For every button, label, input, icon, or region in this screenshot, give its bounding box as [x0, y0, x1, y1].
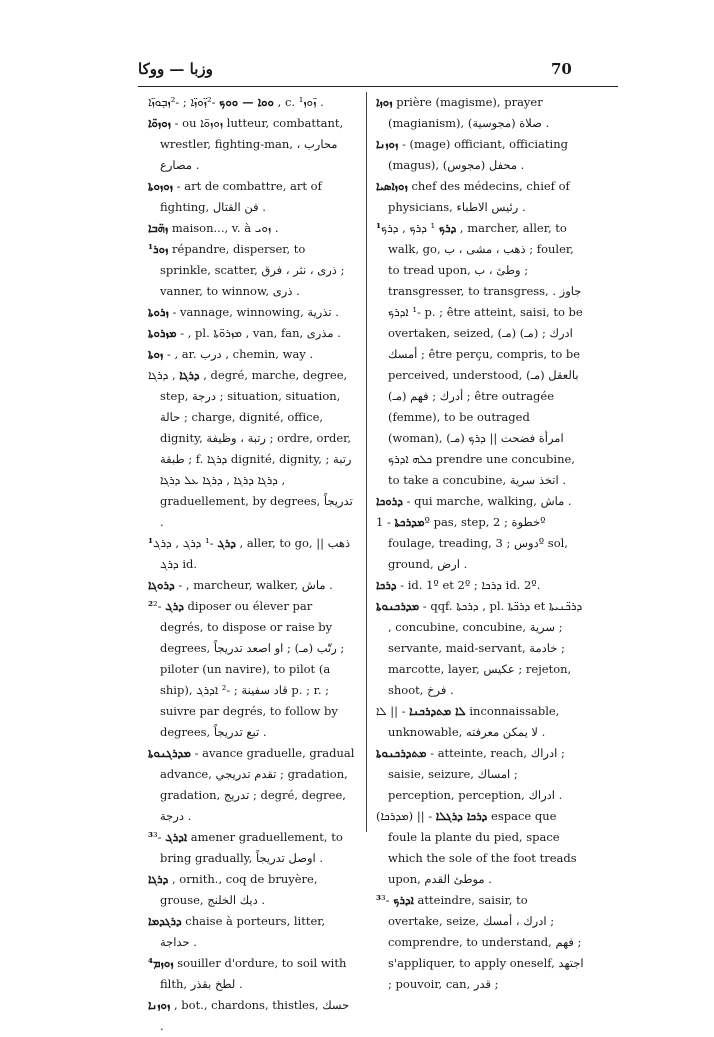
dictionary-entry	[148, 596, 356, 743]
entry-definition: - || (ܡܕܪܟܐ) espace que foule la plante du pied, space which the sole of the foot treads upon, موطئ القدم .	[376, 809, 577, 886]
dictionary-entry	[148, 953, 356, 995]
header-rule	[138, 86, 618, 87]
syriac-headword: ܙܘܙܐܣܝܐ	[376, 179, 408, 193]
entry-definition: - || ܠܐ inconnaissable, unknowable, لا يمكن معرفته .	[376, 704, 560, 739]
entry-definition: ¹ ܕܪܟ , ܕܪܟ , marcher, aller, to walk, go, ذهب ، مشى ، ب ; fouler, to tread upon, وطئ ، ب ; transgresser, to transgress, جاوز . -¹ ܐܕܪܟ p. ; être atteint, saisi, to be overtaken, seized, (مـ) ادرك ; (مـ) أمسك ; être perçu, compris, to be perceived, understood, بالعقل (مـ) أدرك ; فهم (مـ) ; être outragée (femme), to be outraged (woman), (مـ) امرأة فضحت || ܕܪܟ ܟܠܗ ܐܕܪܟ prendre une concubine, to take a concubine, اتخذ سرية .	[381, 221, 583, 487]
dictionary-entry	[148, 344, 356, 365]
dictionary-entry	[376, 218, 584, 491]
entry-definition: - (mage) officiant, officiating (magus), محفل (مجوس) .	[388, 137, 568, 172]
entry-definition: - , marcheur, walker, ماش .	[178, 578, 333, 592]
dictionary-entry	[376, 701, 584, 743]
syriac-headword: ³ܐܕܪܟ	[376, 893, 414, 907]
syriac-headword: ܕܪܓܕܡܐ	[148, 914, 182, 928]
entry-definition: - , ar. درب , chemin, way .	[166, 347, 314, 361]
column-divider	[366, 92, 367, 832]
entry-definition: - 1º pas, step, خطوة ; 2º foulage, treading, دوس ; 3º sol, ground, ارض .	[376, 515, 568, 571]
entry-definition: chaise à porteurs, litter, حداجة .	[160, 914, 326, 949]
syriac-headword: ܡܙܪܘܬܐ	[148, 326, 177, 340]
entry-definition: - avance graduelle, gradual advance, تقدم تدريجي ; gradation, gradation, تدريج ; degré, degree, درجة .	[160, 746, 355, 823]
entry-definition: -²ܙ̈ܘܙ̈ܐ ; -²ܙܒ̣ܘܙ̈ܐ , c. ¹ܙ̈ܘܙ .	[148, 95, 324, 109]
dictionary-entry	[376, 596, 584, 701]
syriac-headword: ܡܕܪܟܢܘܬܐ	[376, 599, 420, 613]
right-column	[376, 92, 584, 995]
dictionary-entry	[148, 365, 356, 533]
syriac-headword: ܡܬܕܪܟܢܘܬܐ	[376, 746, 427, 760]
dictionary-entry	[148, 113, 356, 176]
dictionary-entry	[376, 92, 584, 134]
dictionary-entry	[148, 92, 356, 113]
syriac-headword: ܙܗ̈ܒܐ	[148, 221, 169, 235]
syriac-headword: ܕܪܟܐ ܕܪܓܠܐ	[435, 809, 488, 823]
dictionary-entry	[376, 491, 584, 512]
syriac-headword: ܕܪܟܐ	[376, 578, 397, 592]
syriac-headword: ³ܐܕܪܓ	[148, 830, 188, 844]
syriac-headword: ܠܐ ܡܬܕܪܟܢܐ	[409, 704, 466, 718]
entry-definition: -² diposer ou élever par degrés, to dispose or raise by degrees, رتّب (مـ) ; او اصعد تدريجاً ; piloter (un navire), to pilot (a ship), قاد سفينة ; -² ܐܕܪܓ p. ; r. ; suivre par degrés, to follow by degrees, تبع تدريجاً .	[153, 599, 345, 739]
syriac-headword: ܕܪܓܐ	[148, 872, 169, 886]
dictionary-entry	[148, 827, 356, 869]
syriac-headword: ܡܕܪܓܢܘܬܐ	[148, 746, 191, 760]
entry-definition: - ou ܙܘܙܘ̈ܐ lutteur, combattant, wrestler, fighting-man, محارب ، مصارع .	[160, 116, 344, 172]
dictionary-entry	[148, 533, 356, 575]
dictionary-entry	[148, 575, 356, 596]
dictionary-entry	[148, 743, 356, 827]
entry-definition: répandre, disperser, to sprinkle, scatter, ذرى ، نثر ، فرق ; vanner, to winnow, ذرى .	[160, 242, 345, 298]
syriac-headword: ܙܘܙܘܬܐ	[148, 179, 174, 193]
entry-definition: - qqf. ܕܪܟܬܐ , pl. ܕܪܟ̈ܬܐ et ܕܪܟ̈ܢܝܬܐ , concubine, concubine, سرية ; servante, maid-servant, خادمة ; marcotte, layer, عكيس ; rejeton, shoot, فرخ .	[388, 599, 583, 697]
entry-definition: - id. 1º et 2º ; ܕܪܟܐ id. 2º.	[400, 578, 541, 592]
entry-definition: , ornith., coq de bruyère, grouse, ديك الخلنج .	[160, 872, 318, 907]
entry-definition: - , pl. ܡܙܪܘ̈ܬܐ , van, fan, مذرى .	[180, 326, 341, 340]
syriac-headword: ܘܘܐ — ܘܘܟ	[219, 95, 274, 109]
dictionary-entry	[376, 743, 584, 806]
entry-definition: - qui marche, walking, ماش .	[406, 494, 572, 508]
entry-definition: -³ amener graduellement, to bring gradually, اوصل تدريجاً .	[153, 830, 343, 865]
syriac-headword: ܙܘܙܢܐ	[376, 137, 399, 151]
syriac-headword: ܕܪܓܐ	[179, 368, 200, 382]
entry-definition: maison..., v. à ܙܘܝ .	[171, 221, 279, 235]
entry-definition: - vannage, winnowing, تذرية .	[172, 305, 339, 319]
syriac-headword: ܡܕܪܟܬܐ	[394, 515, 425, 529]
syriac-headword: ¹ܙܘܪ	[148, 242, 169, 256]
dictionary-entry	[148, 302, 356, 323]
syriac-headword: ܙܘܙܐ	[376, 95, 393, 109]
dictionary-entry	[148, 239, 356, 302]
dictionary-entry	[148, 995, 356, 1037]
dictionary-entry	[376, 806, 584, 890]
syriac-headword: ²ܕܪܓ	[148, 599, 184, 613]
running-head: وزبا — ووكا	[138, 60, 213, 78]
syriac-headword: ܙܘܬܐ	[148, 347, 164, 361]
left-column	[148, 92, 356, 1037]
dictionary-entry	[148, 323, 356, 344]
dictionary-entry	[376, 176, 584, 218]
syriac-headword: ܙܘܙܘ̈ܐ	[148, 116, 171, 130]
entry-definition: - atteinte, reach, ادراك ; saisie, seizure, امساك ; perception, perception, ادراك .	[388, 746, 565, 802]
entry-definition: souiller d'ordure, to soil with filth, لطخ بقذر .	[160, 956, 347, 991]
entry-definition: -¹ ܕܪܓ , ܕܪܓ , aller, to go, ذهب || ܕܪܓ id.	[153, 536, 351, 571]
dictionary-entry	[148, 911, 356, 953]
entry-definition: -³ atteindre, saisir, to overtake, seize, ادرك ، أمسك ; comprendre, to understand, فهم ; s'appliquer, to apply oneself, اجتهد ; pouvoir, can, قدر ;	[381, 893, 584, 991]
entry-definition: , bot., chardons, thistles, حسك .	[160, 998, 350, 1033]
syriac-headword: ܙܘܙܢܐ	[148, 998, 171, 1012]
entry-definition: , ܕܪܓܐ , degré, marche, degree, step, درجة ; situation, situation, حالة ; charge, dignité, office, dignity, رتبة ، وظيفة ; ordre, order, طبقة ; f. ܕܪܓܐ dignité, dignity, رتبة ; ܕܪܓܐ ܕܪܓܐ , ܕܪܓܐ ܥܠ ܕܪܓܐ , graduellement, by degrees, تدريجاً .	[148, 368, 353, 529]
dictionary-entry	[376, 512, 584, 575]
dictionary-entry	[148, 869, 356, 911]
dictionary-entry	[376, 890, 584, 995]
entry-definition: chef des médecins, chief of physicians, رئيس الاطباء .	[388, 179, 570, 214]
dictionary-entry	[148, 176, 356, 218]
syriac-headword: ⁴ܙܘܙܡ	[148, 956, 174, 970]
syriac-headword: ܕܪܘܟܐ	[376, 494, 403, 508]
dictionary-entry	[376, 134, 584, 176]
entry-definition: prière (magisme), prayer (magianism), صلاة (مجوسية) .	[388, 95, 550, 130]
syriac-headword: ¹ܕܪܟ	[376, 221, 457, 235]
dictionary-entry	[376, 575, 584, 596]
syriac-headword: ܙܪܘܬܐ	[148, 305, 169, 319]
page-number: 70	[551, 60, 572, 78]
entry-definition: - art de combattre, art of fighting, فن القتال .	[160, 179, 322, 214]
syriac-headword: ܕܪܘܓܐ	[148, 578, 175, 592]
dictionary-entry	[148, 218, 356, 239]
syriac-headword: ¹ܕܪܓ	[148, 536, 236, 550]
